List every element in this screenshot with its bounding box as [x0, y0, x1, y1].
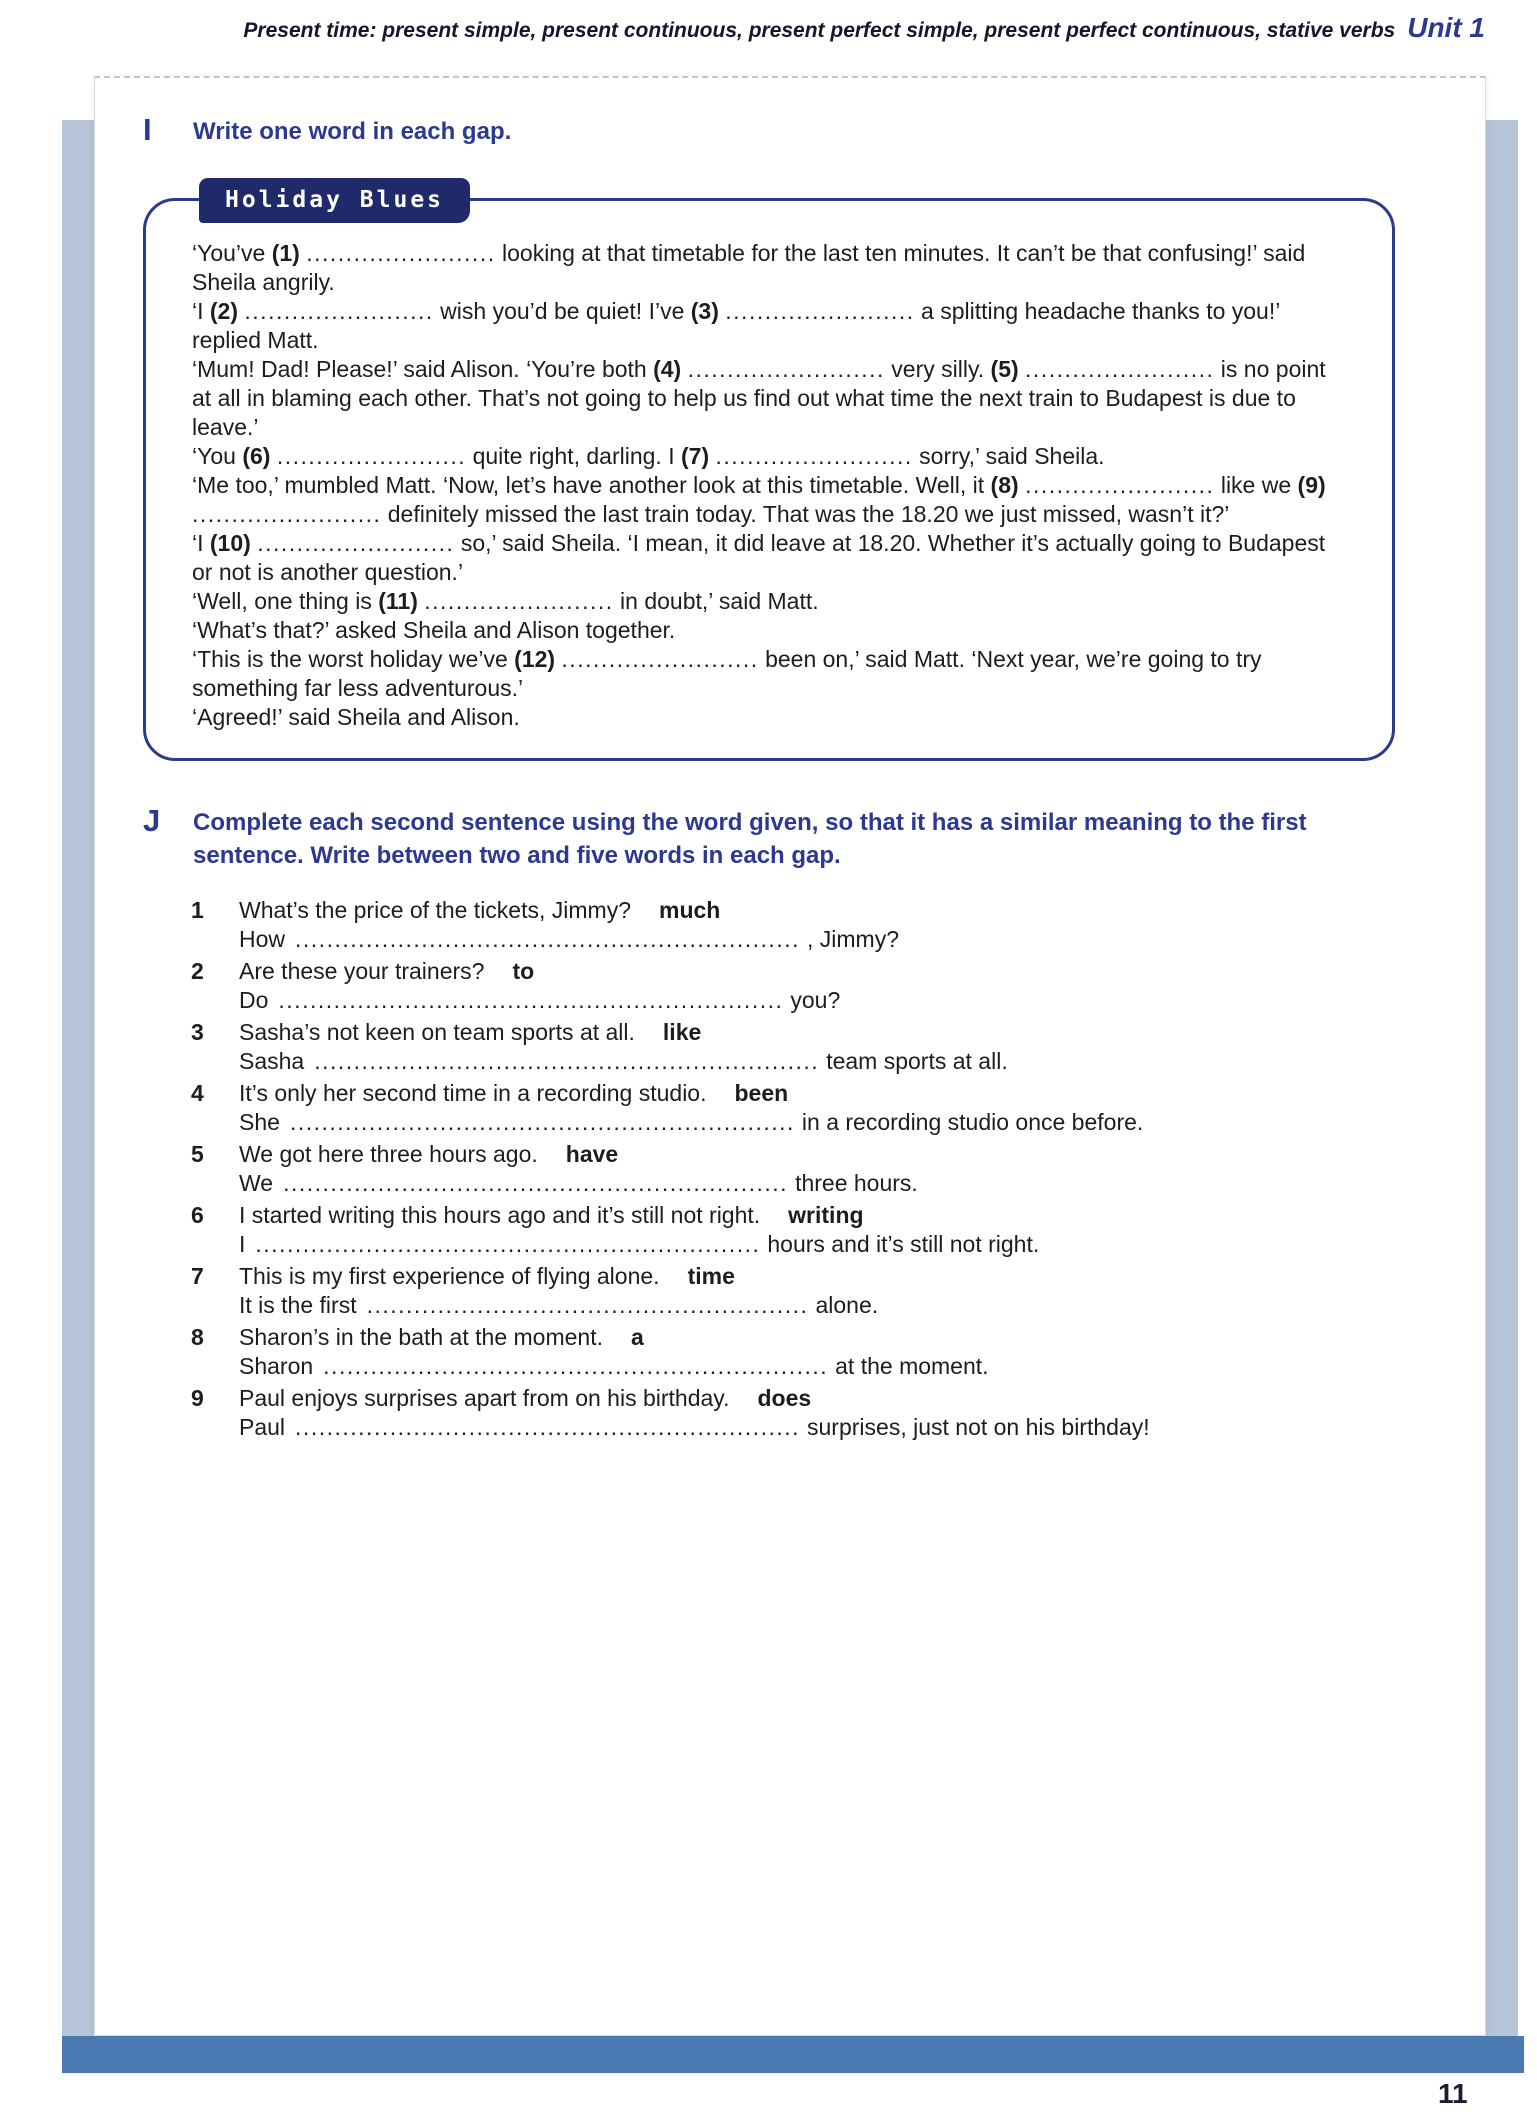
first-sentence-line	[239, 1201, 1437, 1230]
passage-paragraph	[192, 442, 1346, 471]
gap-number: (3)	[690, 298, 719, 325]
answer-line-end: in a recording studio once before.	[801, 1109, 1144, 1136]
exercise-item	[191, 1018, 1437, 1076]
answer-gap: .........................	[257, 530, 455, 557]
first-sentence: What’s the price of the tickets, Jimmy?	[239, 897, 631, 924]
passage-paragraph	[192, 703, 1346, 732]
item-number: 2	[191, 958, 204, 985]
item-number: 4	[191, 1080, 204, 1107]
answer-line-start: Paul	[239, 1414, 286, 1441]
exercise-item	[191, 1384, 1437, 1442]
item-number: 7	[191, 1263, 204, 1290]
answer-line-start: We	[239, 1170, 274, 1197]
passage-text: a splitting headache thanks to you!’ replied Matt.	[192, 298, 1280, 354]
answer-gap: ................................................................	[278, 987, 784, 1014]
answer-line-start: It is the first	[239, 1292, 357, 1319]
first-sentence: We got here three hours ago.	[239, 1141, 538, 1168]
passage-paragraph	[192, 616, 1346, 645]
answer-gap: .........................	[561, 646, 759, 673]
answer-line-end: at the moment.	[835, 1353, 989, 1380]
passage-paragraph	[192, 529, 1346, 587]
first-sentence: I started writing this hours ago and it’s still not right.	[239, 1202, 761, 1229]
passage-text: ‘You’ve	[192, 240, 272, 267]
section-i	[143, 112, 1437, 761]
answer-line	[239, 1291, 1437, 1320]
first-sentence-line	[239, 1262, 1437, 1291]
first-sentence-line	[239, 1384, 1437, 1413]
gap-number: (6)	[242, 443, 271, 470]
hint-word: been	[734, 1080, 789, 1107]
section-i-letter: I	[143, 112, 152, 147]
passage-title-badge: Holiday Blues	[199, 178, 470, 223]
answer-gap: .........................	[715, 443, 913, 470]
passage-text: sorry,’ said Sheila.	[912, 443, 1105, 470]
answer-line-start: How	[239, 926, 286, 953]
answer-line	[239, 1413, 1437, 1442]
first-sentence: Paul enjoys surprises apart from on his birthday.	[239, 1385, 730, 1412]
first-sentence: It’s only her second time in a recording studio.	[239, 1080, 707, 1107]
answer-gap: ................................................................	[289, 1109, 795, 1136]
exercise-item	[191, 1201, 1437, 1259]
exercise-list	[191, 896, 1437, 1442]
hint-word: to	[512, 958, 535, 985]
gap-number: (11)	[378, 588, 418, 615]
item-number: 6	[191, 1202, 204, 1229]
item-number: 9	[191, 1385, 204, 1412]
answer-gap: ........................	[276, 443, 467, 470]
gap-number: (1)	[271, 240, 300, 267]
answer-line	[239, 925, 1437, 954]
bottom-bar	[62, 2036, 1524, 2073]
passage-text: ‘What’s that?’ asked Sheila and Alison together.	[192, 617, 676, 644]
exercise-item	[191, 896, 1437, 954]
hint-word: does	[757, 1385, 812, 1412]
answer-line-end: alone.	[815, 1292, 879, 1319]
answer-line	[239, 1352, 1437, 1381]
answer-gap: ................................................................	[295, 926, 800, 953]
answer-gap: ................................................................	[314, 1048, 820, 1075]
gap-number: (2)	[209, 298, 239, 325]
gap-number: (10)	[209, 530, 251, 557]
answer-line-start: I	[239, 1231, 246, 1258]
answer-line-end: three hours.	[795, 1170, 918, 1197]
answer-line-end: you?	[790, 987, 841, 1014]
gap-number: (5)	[990, 356, 1019, 383]
gap-number: (8)	[990, 472, 1019, 499]
page-header	[95, 12, 1485, 44]
answer-line	[239, 986, 1437, 1015]
answer-gap: .........................	[687, 356, 885, 383]
exercise-item	[191, 1262, 1437, 1320]
first-sentence: Sharon’s in the bath at the moment.	[239, 1324, 603, 1351]
passage-text: like we	[1214, 472, 1298, 499]
exercise-item	[191, 1323, 1437, 1381]
section-i-header	[143, 112, 1437, 148]
first-sentence-line	[239, 1079, 1437, 1108]
answer-gap: ........................	[424, 588, 614, 615]
page-header-title: Present time: present simple, present continuous, present perfect simple, present perfect continuous, stative verbs	[243, 19, 1396, 42]
passage-text: very silly.	[884, 356, 991, 383]
passage-text: ‘Agreed!’ said Sheila and Alison.	[192, 704, 520, 731]
worksheet-card	[94, 76, 1486, 2036]
answer-line	[239, 1047, 1437, 1076]
answer-line-end: , Jimmy?	[806, 926, 899, 953]
page-edge-right	[1486, 120, 1518, 2036]
answer-gap: ................................................................	[295, 1414, 801, 1441]
answer-gap: ........................................................	[366, 1292, 809, 1319]
answer-gap: ........................	[192, 501, 382, 528]
passage-text: ‘Well, one thing is	[192, 588, 379, 615]
first-sentence-line	[239, 957, 1437, 986]
page-number: 11	[1438, 2078, 1468, 2109]
exercise-item	[191, 957, 1437, 1015]
passage-text: ‘Me too,’ mumbled Matt. ‘Now, let’s have another look at this timetable. Well, it	[192, 472, 991, 499]
passage-text: ‘This is the worst holiday we’ve	[192, 646, 515, 673]
item-number: 3	[191, 1019, 204, 1046]
passage-text: ‘You	[192, 443, 243, 470]
passage-text: ‘I	[192, 298, 210, 325]
section-i-instruction: Write one word in each gap.	[193, 118, 512, 145]
passage-text: been on,’ said Matt. ‘Next year, we’re going to try something far less adventurous.’	[192, 646, 1262, 702]
answer-gap: ................................................................	[283, 1170, 789, 1197]
passage-paragraph	[192, 239, 1346, 297]
answer-line-start: Sharon	[239, 1353, 314, 1380]
answer-line-end: surprises, just not on his birthday!	[807, 1414, 1150, 1441]
passage-text: wish you’d be quiet! I’ve	[433, 298, 691, 325]
passage-text: definitely missed the last train today. That was the 18.20 we just missed, wasn’t it?’	[381, 501, 1230, 528]
answer-gap: ........................	[725, 298, 915, 325]
answer-gap: ........................	[1025, 356, 1215, 383]
first-sentence-line	[239, 1323, 1437, 1352]
first-sentence: Sasha’s not keen on team sports at all.	[239, 1019, 635, 1046]
answer-gap: ........................	[306, 240, 496, 267]
answer-line-start: She	[239, 1109, 280, 1136]
gap-number: (9)	[1297, 472, 1326, 499]
first-sentence-line	[239, 896, 1437, 925]
answer-line-end: hours and it’s still not right.	[767, 1231, 1040, 1258]
page-edge-left	[62, 120, 94, 2036]
passage-paragraph	[192, 645, 1346, 703]
hint-word: time	[687, 1263, 735, 1290]
answer-gap: ........................	[244, 298, 434, 325]
answer-gap: ........................	[1025, 472, 1215, 499]
section-j-instruction: Complete each second sentence using the word given, so that it has a similar meaning to the first sentence. Write between two and five words in each gap.	[193, 809, 1307, 869]
passage-text: ‘I	[192, 530, 210, 557]
gap-number: (4)	[653, 356, 682, 383]
answer-line	[239, 1230, 1437, 1259]
item-number: 8	[191, 1324, 204, 1351]
item-number: 5	[191, 1141, 204, 1168]
hint-word: much	[659, 897, 721, 924]
first-sentence-line	[239, 1140, 1437, 1169]
passage-text: in doubt,’ said Matt.	[613, 588, 819, 615]
passage-text: looking at that timetable for the last ten minutes. It can’t be that confusing!’ said Sheila angrily.	[192, 240, 1306, 296]
first-sentence-line	[239, 1018, 1437, 1047]
section-j-letter: J	[143, 803, 161, 839]
hint-word: writing	[788, 1202, 864, 1229]
answer-line	[239, 1169, 1437, 1198]
first-sentence: Are these your trainers?	[239, 958, 485, 985]
passage-box	[143, 198, 1395, 761]
section-j	[143, 803, 1437, 1442]
answer-gap: ................................................................	[323, 1353, 829, 1380]
hint-word: have	[565, 1141, 619, 1168]
passage-paragraph	[192, 587, 1346, 616]
passage-paragraph	[192, 471, 1346, 529]
passage-text: quite right, darling. I	[466, 443, 681, 470]
exercise-item	[191, 1079, 1437, 1137]
passage-text: so,’ said Sheila. ‘I mean, it did leave at 18.20. Whether it’s actually going to Budapest or not is another question.’	[192, 530, 1326, 586]
answer-line-start: Do	[239, 987, 269, 1014]
first-sentence: This is my first experience of flying alone.	[239, 1263, 660, 1290]
passage-text: is no point at all in blaming each other. That’s not going to help us find out what time the next train to Budapest is due to leave.’	[192, 356, 1326, 441]
passage-paragraph	[192, 297, 1346, 355]
passage-text: ‘Mum! Dad! Please!’ said Alison. ‘You’re both	[192, 356, 654, 383]
exercise-item	[191, 1140, 1437, 1198]
unit-label: Unit 1	[1407, 12, 1485, 43]
answer-line	[239, 1108, 1437, 1137]
answer-gap: ................................................................	[255, 1231, 761, 1258]
answer-line-end: team sports at all.	[826, 1048, 1008, 1075]
item-number: 1	[191, 897, 204, 924]
passage-paragraph	[192, 355, 1346, 442]
gap-number: (7)	[681, 443, 710, 470]
hint-word: like	[662, 1019, 702, 1046]
section-j-header	[143, 803, 1437, 872]
answer-line-start: Sasha	[239, 1048, 305, 1075]
hint-word: a	[630, 1324, 644, 1351]
gap-number: (12)	[514, 646, 556, 673]
